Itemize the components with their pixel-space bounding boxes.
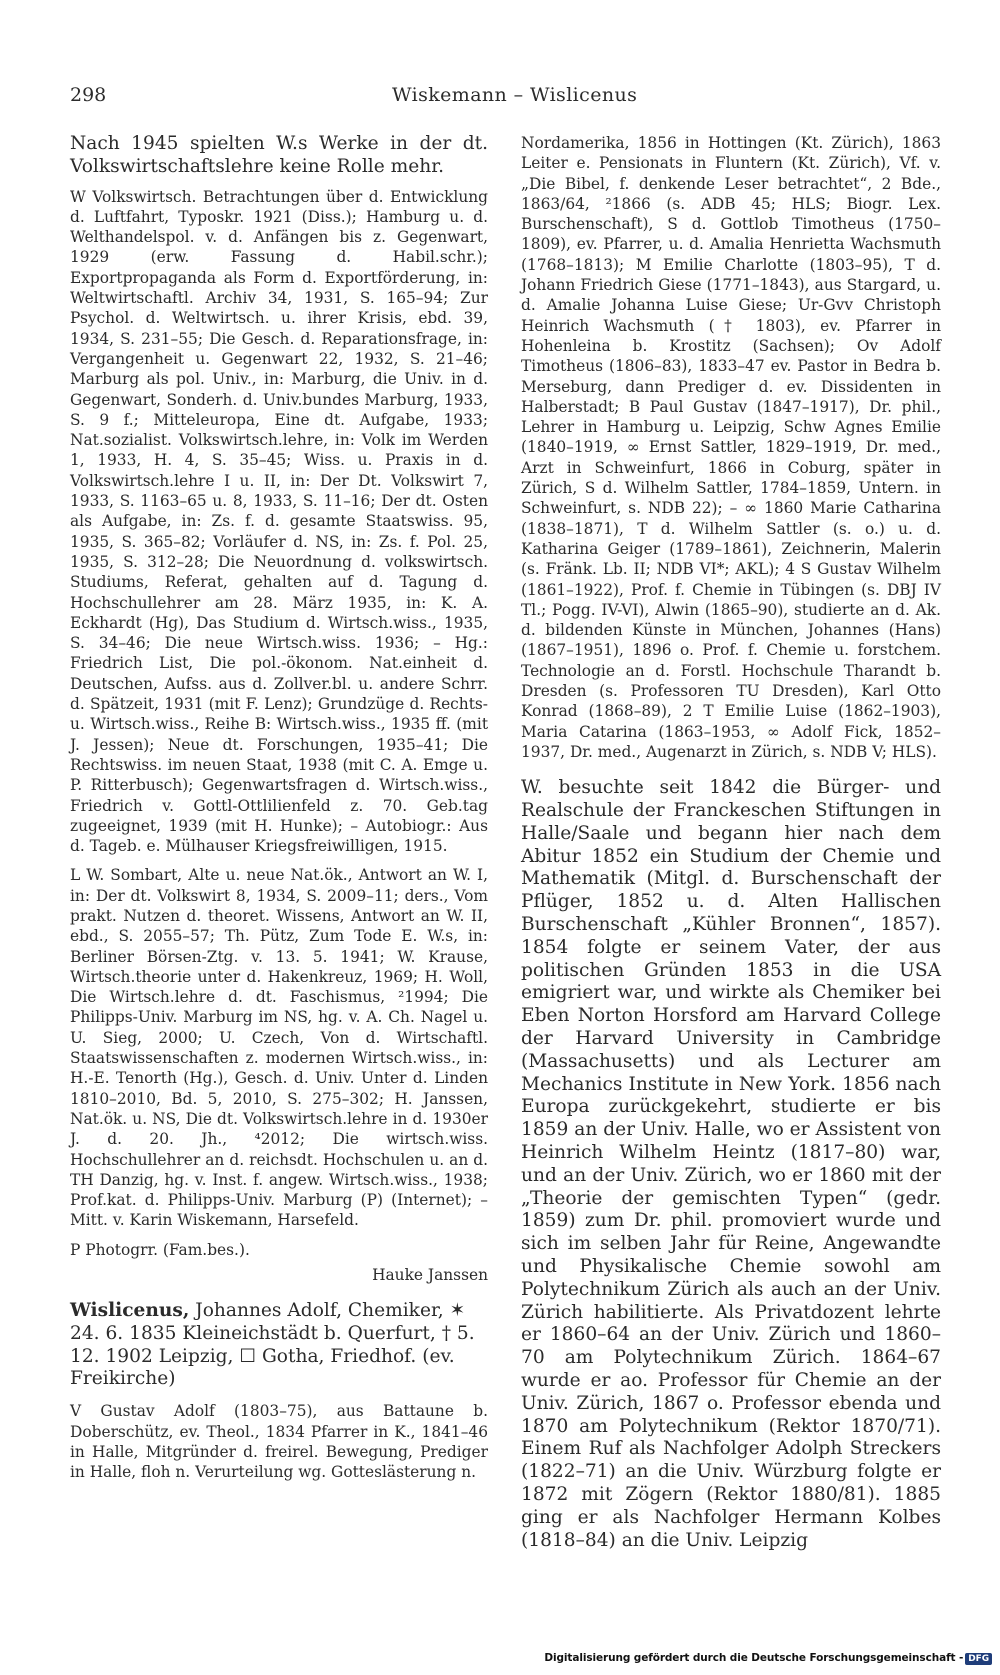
genealogy-continuation: Nordamerika, 1856 in Hottingen (Kt. Zürich), 1863 Leiter e. Pensionats in Fluntern (Kt. Zürich), Vf. v. „Die Bibel, f. denkende Leser betrachtet“, 2 Bde., 1863/64, ²1866 (s. ADB 45; HLS; Biogr. Lex. Burschenschaft), S d. Gottlob Timotheus (1750–1809), ev. Pfarrer, u. d. Amalia Henrietta Wachsmuth (1768–1813); M Emilie Charlotte (1803–95), T d. Johann Friedrich Giese (1771–1843), aus Stargard, u. d. Amalie Johanna Luise Giese; Ur-Gvv Christoph Heinrich Wachsmuth († 1803), ev. Pfarrer in Hohenleina b. Krostitz (Sachsen); Ov Adolf Timotheus (1806–83), 1833–47 ev. Pastor in Bedra b. Merseburg, dann Prediger d. ev. Dissidenten in Halberstadt; B Paul Gustav (1847–1917), Dr. phil., Lehrer in Hamburg u. Leipzig, Schw Agnes Emilie (1840–1919, ∞ Ernst Sattler, 1829–1919, Dr. med., Arzt in Schweinfurt, 1866 in Coburg, später in Zürich, S d. Wilhelm Sattler, 1784–1859, Untern. in Schweinfurt, s. NDB 22); – ∞ 1860 Marie Catharina (1838–1871), T d. Wilhelm Sattler (s. o.) u. d. Katharina Geiger (1789–1861), Zeichnerin, Malerin (s. Fränk. Lb. II; NDB VI*; AKL); 4 S Gustav Wilhelm (1861–1922), Prof. f. Chemie in Tübingen (s. DBJ IV Tl.; Pogg. IV-VI), Alwin (1865–90), studierte an d. Ak. d. bildenden Künste in München, Johannes (Hans) (1867–1951), 1896 o. Prof. f. Chemie u. forstchem. Technologie an d. Forstl. Hochschule Tharandt b. Dresden (s. Professoren TU Dresden), Karl Otto Konrad (1868–89), 2 T Emilie Luise (1862–1903), Maria Catarina (1863–1953, ∞ Adolf Fick, 1852–1937, Dr. med., Augenarzt in Zürich, s. NDB V; HLS).: [521, 134, 941, 761]
right-column: [521, 133, 941, 1552]
genealogy-paragraph: V Gustav Adolf (1803–75), aus Battaune b. Doberschütz, ev. Theol., 1834 Pfarrer in K., 1841–46 in Halle, Mitgründer d. freirel. Bewegung, Prediger in Halle, floh n. Verurteilung wg. Gotteslästerung n.: [70, 1402, 488, 1482]
lead-paragraph: Nach 1945 spielten W.s Werke in der dt. Volkswirtschaftslehre keine Rolle mehr.: [70, 133, 488, 177]
entry-heading: [70, 1300, 488, 1391]
funding-footer: [544, 1652, 992, 1665]
dfg-logo: DFG: [965, 1653, 992, 1665]
funding-text: Digitalisierung gefördert durch die Deutsche Forschungsgemeinschaft -: [544, 1652, 964, 1664]
portraits-paragraph: P Photogrr. (Fam.bes.).: [70, 1240, 250, 1259]
author-signature: Hauke Janssen: [372, 1266, 488, 1285]
left-column: [70, 133, 488, 1491]
entry-details: Johannes Adolf, Chemiker, ✶ 24. 6. 1835 Kleineichstädt b. Querfurt, † 5. 12. 1902 Leipzig, ☐ Gotha, Friedhof. (ev. Freikirche): [70, 1300, 475, 1390]
literature-paragraph: L W. Sombart, Alte u. neue Nat.ök., Antwort an W. I, in: Der dt. Volkswirt 8, 1934, S. 2009–11; ders., Vom prakt. Nutzen d. theoret. Wissens, Antwort an W. II, ebd., S. 2055–57; Th. Pütz, Zum Tode E. W.s, in: Berliner Börsen-Ztg. v. 13. 5. 1941; W. Krause, Wirtsch.theorie unter d. Hakenkreuz, 1969; H. Woll, Die Wirtsch.lehre d. dt. Faschismus, ²1994; Die Philipps-Univ. Marburg im NS, hg. v. A. Ch. Nagel u. U. Sieg, 2000; U. Czech, Von d. Wirtschaftl. Staatswissenschaften z. modernen Wirtsch.wiss., in: H.-E. Tenorth (Hg.), Gesch. d. Univ. Unter d. Linden 1810–2010, Bd. 5, 2010, S. 275–302; H. Janssen, Nat.ök. u. NS, Die dt. Volkswirtsch.lehre in d. 1930er J. d. 20. Jh., ⁴2012; Die wirtsch.wiss. Hochschullehrer an d. reichsdt. Hochschulen u. an d. TH Danzig, hg. v. Inst. f. angew. Wirtsch.wiss., 1938; Prof.kat. d. Philipps-Univ. Marburg (P) (Internet); – Mitt. v. Karin Wiskemann, Harsefeld.: [70, 866, 488, 1230]
page-number: 298: [70, 84, 107, 106]
running-head: Wiskemann – Wislicenus: [392, 84, 638, 106]
entry-name: Wislicenus,: [70, 1300, 190, 1322]
biography-body: W. besuchte seit 1842 die Bürger- und Realschule der Franckeschen Stiftungen in Halle/Saale und begann hier nach dem Abitur 1852 ein Studium der Chemie und Mathematik (Mitgl. d. Burschenschaft der Pflüger, 1852 u. d. Alten Hallischen Burschenschaft „Kühler Bronnen“, 1857). 1854 folgte er seinem Vater, der aus politischen Gründen 1853 in die USA emigriert war, und wirkte als Chemiker bei Eben Norton Horsford am Harvard College der Harvard University in Cambridge (Massachusetts) und als Lecturer am Mechanics Institute in New York. 1856 nach Europa zurückgekehrt, studierte er bis 1859 an der Univ. Halle, wo er Assistent von Heinrich Wilhelm Heintz (1817–80) war, und an der Univ. Zürich, wo er 1860 mit der „Theorie der gemischten Typen“ (gedr. 1859) zum Dr. phil. promoviert wurde und sich im selben Jahr für Reine, Angewandte und Physikalische Chemie sowohl am Polytechnikum Zürich als auch an der Univ. Zürich habilitierte. Als Privatdozent lehrte er 1860–64 an der Univ. Zürich und 1860–70 am Polytechnikum Zürich. 1864–67 wurde er ao. Professor für Chemie an der Univ. Zürich, 1867 o. Professor ebenda und 1870 am Polytechnikum (Rektor 1870/71). Einem Ruf als Nachfolger Adolph Streckers (1822–71) an die Univ. Würzburg folgte er 1872 mit Zögern (Rektor 1880/81). 1885 ging er als Nachfolger Hermann Kolbes (1818–84) an die Univ. Leipzig: [521, 777, 941, 1551]
page-header: [70, 84, 938, 114]
works-paragraph: W Volkswirtsch. Betrachtungen über d. Entwicklung d. Luftfahrt, Typoskr. 1921 (Diss.); Hamburg u. d. Welthandelspol. v. d. Anfängen bis z. Gegenwart, 1929 (erw. Fassung d. Habil.schr.); Exportpropaganda als Form d. Exportförderung, in: Weltwirtschaftl. Archiv 34, 1931, S. 165–94; Zur Psychol. d. Weltwirtsch. u. ihrer Krisis, ebd. 39, 1934, S. 231–55; Die Gesch. d. Reparationsfrage, in: Vergangenheit u. Gegenwart 22, 1932, S. 21–46; Marburg als pol. Univ., in: Marburg, die Univ. in d. Gegenwart, Sonderh. d. Univ.bundes Marburg, 1933, S. 9 f.; Mitteleuropa, Eine dt. Aufgabe, 1933; Nat.sozialist. Volkswirtsch.lehre, in: Volk im Werden 1, 1933, H. 4, S. 35–45; Wiss. u. Praxis in d. Volkswirtsch.lehre I u. II, in: Der Dt. Volkswirt 7, 1933, S. 1163–65 u. 8, 1933, S. 11–16; Der dt. Osten als Aufgabe, in: Zs. f. d. gesamte Staatswiss. 95, 1935, S. 365–82; Vorläufer d. NS, in: Zs. f. Pol. 25, 1935, S. 312–28; Die Neuordnung d. volkswirtsch. Studiums, Referat, gehalten auf d. Tagung d. Hochschullehrer am 28. März 1935, in: K. A. Eckhardt (Hg), Das Studium d. Wirtsch.wiss., 1935, S. 34–46; Die neue Wirtsch.wiss. 1936; – Hg.: Friedrich List, Die pol.-ökonom. Nat.einheit d. Deutschen, Aufss. aus d. Zollver.bl. u. andere Schrr. d. Spätzeit, 1931 (mit F. Lenz); Grundzüge d. Rechts- u. Wirtsch.wiss., Reihe B: Wirtsch.wiss., 1935 ff. (mit J. Jessen); Neue dt. Forschungen, 1935–41; Die Rechtswiss. im neuen Staat, 1938 (mit C. A. Emge u. P. Ritterbusch); Gegenwartsfragen d. Wirtsch.wiss., Friedrich v. Gottl-Ottlilienfeld z. 70. Geb.tag zugeeignet, 1939 (mit H. Hunke); – Autobiogr.: Aus d. Tageb. e. Mülhauser Kriegsfreiwilligen, 1915.: [70, 187, 488, 856]
